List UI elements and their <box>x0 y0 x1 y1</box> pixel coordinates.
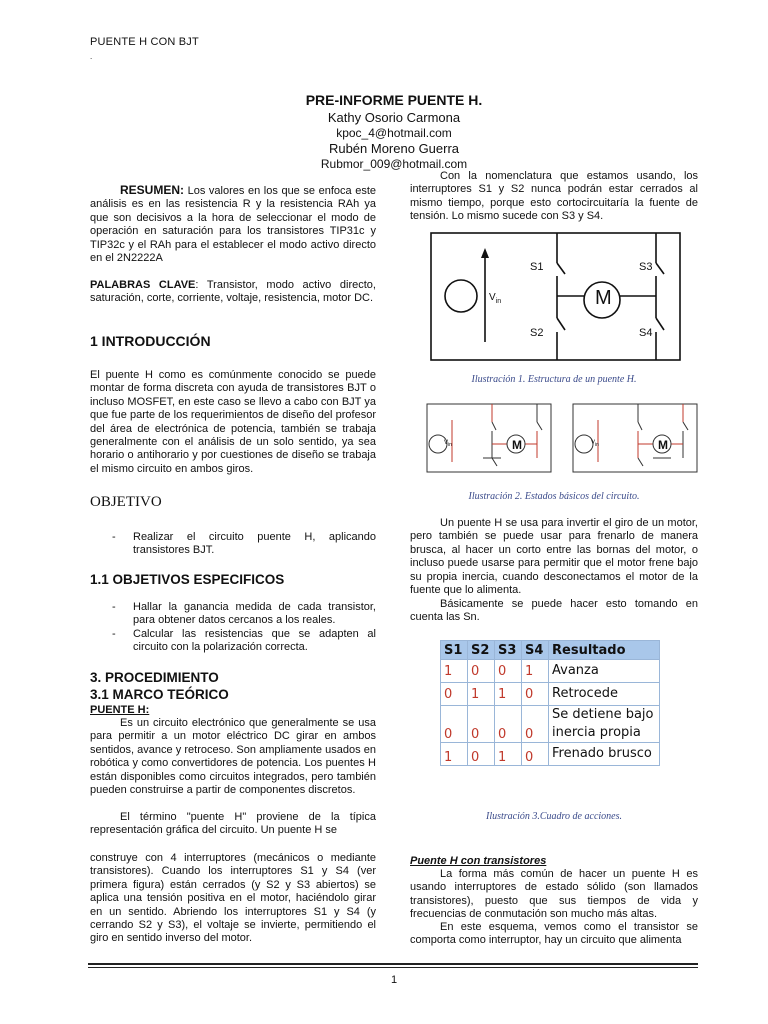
marco-paragraph: construye con 4 interruptores (mecánicos o mediante transistores). Cuando los interruptores S1 y S4 (ver primera figura) están cerrados (y S2 y S3 abiertos) se aplica una tensión positiva en el motor, haciéndolo girar en un sentido. Abriendo los interruptores S1 y S4 (y cerrando S2 y S3), el voltaje se invierte, permitiendo el giro en sentido inverso del motor. <box>90 852 376 945</box>
transistores-paragraph: En este esquema, vemos como el transistor se comporta como interruptor, hay un circuito que alimenta <box>410 921 698 947</box>
table-header-cell: S3 <box>495 641 522 660</box>
intro-paragraph: El puente H como es comúnmente conocido se puede montar de forma discreta con ayuda de transistores BJT o incluso MOSFET, en este caso se llevo a cabo con BJT ya que fue parte de los requerimientos de diseño del profesor del área de electrónica de potencia, también se trabaja generalmente con el análisis de un solo sentido, ya sea horario o antihorario y por cuestiones de diseño se trabaja el mismo circuito en ambos giros. <box>90 369 376 475</box>
table-row <box>441 660 660 683</box>
puente-h-label: PUENTE H: <box>90 704 150 716</box>
switch-label-s3: S3 <box>639 261 653 273</box>
switch-label-s4: S4 <box>639 327 653 339</box>
sn-paragraph: Básicamente se puede hacer esto tomando en cuenta las Sn. <box>410 598 698 624</box>
table-row <box>441 683 660 706</box>
h-bridge-diagram <box>430 230 682 364</box>
table-cell: 0 <box>495 706 522 743</box>
table-cell: 0 <box>495 660 522 683</box>
resumen-text: Los valores en los que se enfoca este análisis es en las resistencia R y la resistencia RAh ya que son decisivos a la hora de seleccionar el modo de operación en saturación para los transistores TIP31c y TIP32c y el RAh para el establecer el modo activo directo en el 2N2222A <box>90 185 376 265</box>
table-cell: 1 <box>441 660 468 683</box>
table-cell: 0 <box>441 683 468 706</box>
keywords-label: PALABRAS CLAVE <box>90 279 196 291</box>
page-number: 1 <box>390 974 398 986</box>
marco-paragraph: El término "puente H" proviene de la típica representación gráfica del circuito. Un puente H se <box>90 811 376 837</box>
resumen-paragraph <box>90 184 376 265</box>
figure-caption: Ilustración 3.Cuadro de acciones. <box>485 811 622 822</box>
keywords-text: : Transistor, modo activo directo, saturación, corte, corriente, voltaje, resistencia, motor DC. <box>90 279 376 305</box>
vin-label: $V_{in}$ <box>591 440 599 449</box>
motor-label: M <box>595 287 612 309</box>
table-cell: 1 <box>495 683 522 706</box>
table-cell: 1 <box>495 743 522 766</box>
table-cell: 1 <box>468 683 495 706</box>
table-cell: 0 <box>522 743 549 766</box>
page-title: PRE-INFORME PUENTE H. <box>305 92 483 108</box>
table-cell: Se detiene bajo inercia propia <box>549 706 660 743</box>
table-cell: 0 <box>522 683 549 706</box>
switch-label-s2: S2 <box>530 327 544 339</box>
circuit-state-diagram <box>421 400 557 476</box>
table-header-cell: S1 <box>441 641 468 660</box>
footer-rule <box>88 967 698 968</box>
table-cell: 0 <box>441 706 468 743</box>
marco-teorico-heading: 3.1 MARCO TEÓRICO <box>90 687 229 702</box>
list-item: - Calcular las resistencias que se adapten al circuito con la polarización correcta. <box>112 627 376 654</box>
transistores-heading: Puente H con transistores <box>410 855 547 867</box>
table-cell: Avanza <box>549 660 660 683</box>
table-cell: 0 <box>522 706 549 743</box>
table-cell: 0 <box>468 743 495 766</box>
table-row <box>441 743 660 766</box>
list-item: - Realizar el circuito puente H, aplicando transistores BJT. <box>112 531 376 557</box>
table-row <box>441 706 660 743</box>
motor-label: M <box>658 438 668 452</box>
table-header-row <box>441 641 660 660</box>
table-header-cell: S2 <box>468 641 495 660</box>
table-header-cell: Resultado <box>549 641 660 660</box>
list-item: - Hallar la ganancia medida de cada transistor, para obtener datos cercanos a los reales. <box>112 601 376 627</box>
table-cell: 1 <box>441 743 468 766</box>
procedimiento-heading: 3. PROCEDIMIENTO <box>90 670 219 685</box>
table-cell: Frenado brusco <box>549 743 660 766</box>
objetivos-especificos-list <box>90 601 376 655</box>
objetivo-heading: OBJETIVO <box>90 494 162 510</box>
figure-caption: Ilustración 2. Estados básicos del circuito. <box>468 491 640 502</box>
author-email: Rubmor_009@hotmail.com <box>320 157 468 171</box>
intro-heading: 1 INTRODUCCIÓN <box>90 333 211 349</box>
actions-table <box>440 640 660 766</box>
figure-caption: Ilustración 1. Estructura de un puente H. <box>471 374 637 385</box>
vin-label: $V_{in}$ <box>444 440 452 449</box>
author-name: Rubén Moreno Guerra <box>328 141 460 156</box>
resumen-label: RESUMEN: <box>120 183 185 197</box>
arrow-icon <box>481 248 489 258</box>
author-name: Kathy Osorio Carmona <box>327 110 461 125</box>
transistores-paragraph: La forma más común de hacer un puente H es usando interruptores de estado sólido (son llamados transistores), puesto que sus tiempos de vida y frecuencias de conmutación son mucho más altas. <box>410 868 698 921</box>
table-cell: 0 <box>468 660 495 683</box>
table-cell: 1 <box>522 660 549 683</box>
author-email: kpoc_4@hotmail.com <box>336 126 452 140</box>
keywords-paragraph <box>90 279 376 306</box>
header-dot: . <box>90 52 93 61</box>
footer-rule <box>88 963 698 965</box>
marco-paragraph: Es un circuito electrónico que generalmente se usa para permitir a un motor eléctrico DC girar en ambos sentidos, avance y retroceso. Son ampliamente usados en robótica y como convertidores de potencia. Los puentes H están disponibles como circuitos integrados, pero también pueden construirse a partir de componentes discretos. <box>90 717 376 797</box>
motor-label: M <box>512 438 522 452</box>
nomenclatura-paragraph: Con la nomenclatura que estamos usando, los interruptores S1 y S2 nunca podrán estar cerrados al mismo tiempo, porque esto cortocircuitaría la fuente de tensión. Lo mismo sucede con S3 y S4. <box>410 170 698 223</box>
circuit-state-diagram <box>567 400 703 476</box>
vin-label: $V_{in}$ <box>489 292 502 305</box>
freno-paragraph: Un puente H se usa para invertir el giro de un motor, pero también se puede usar para frenarlo de manera brusca, al hacer un corto entre las bornas del motor, o incluso puede usarse para permitir que el motor frene bajo su propia inercia, cuando desconectamos el motor de la fuente que lo alimenta. <box>410 517 698 597</box>
objetivos-especificos-heading: 1.1 OBJETIVOS ESPECIFICOS <box>90 572 285 587</box>
table-cell: Retrocede <box>549 683 660 706</box>
table-cell: 0 <box>468 706 495 743</box>
switch-label-s1: S1 <box>530 261 544 273</box>
table-header-cell: S4 <box>522 641 549 660</box>
running-header: PUENTE H CON BJT <box>90 36 199 48</box>
objetivo-list <box>90 531 376 558</box>
